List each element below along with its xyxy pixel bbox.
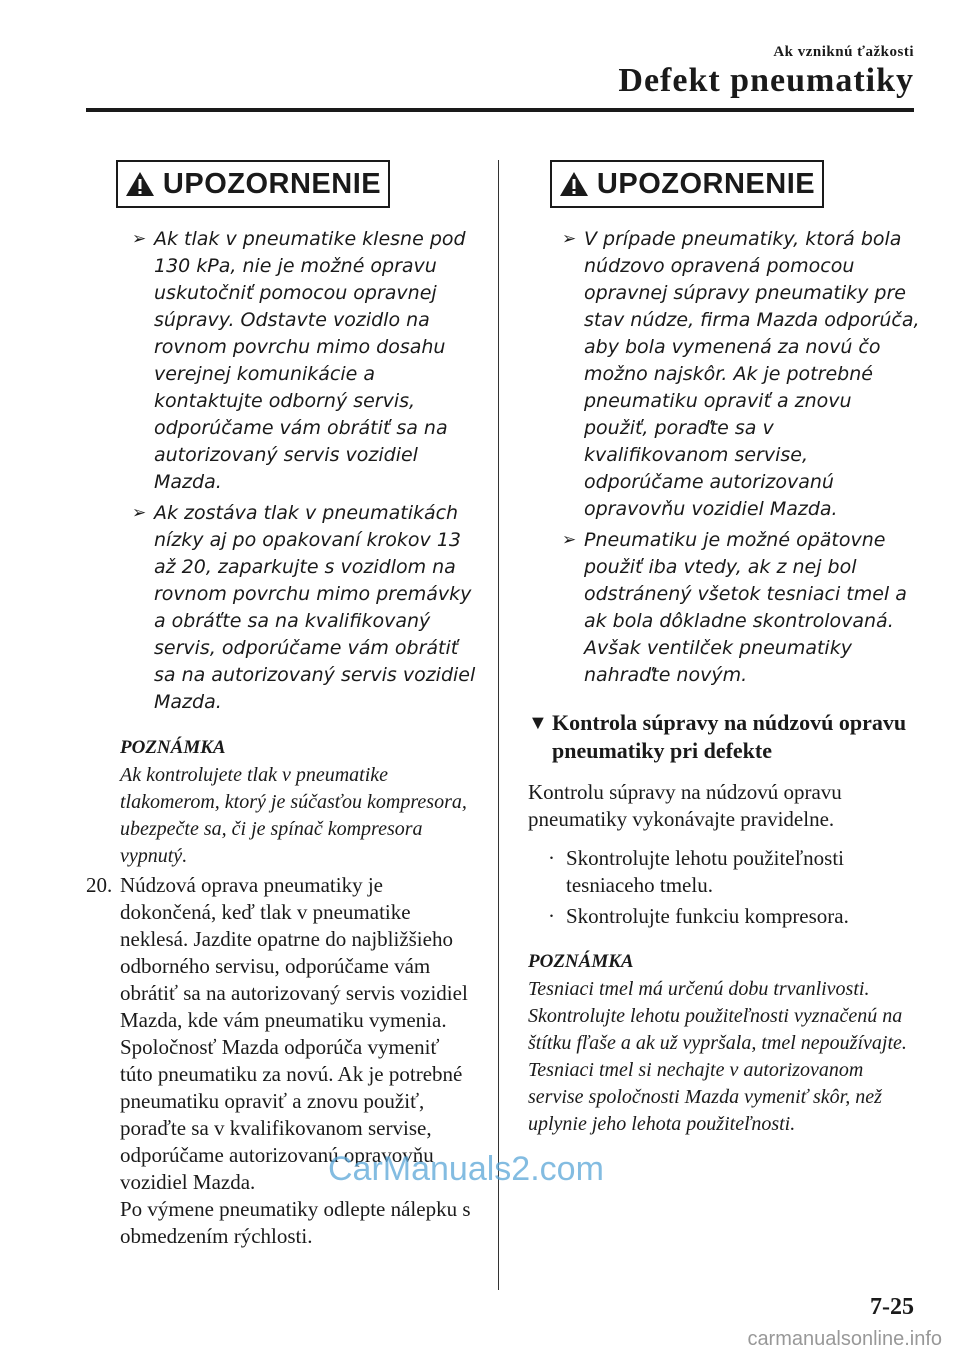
warning-label: UPOZORNENIE (162, 167, 382, 200)
warning-item: ➢ Pneumatiku je možné opätovne použiť iba vtedy, ak z nej bol odstránený všetok tesniaci tmel a ak bola dôkladne skontrolovaná. Avšak ventilček pneumatiky nahraďte novým. (562, 529, 907, 686)
arrow-bullet-icon: ➢ (132, 229, 147, 249)
note-right (528, 948, 920, 1138)
step-text-2: Po výmene pneumatiky odlepte nálepku s obmedzením rýchlosti. (120, 1197, 471, 1248)
header-section: Ak vzniknú ťažkosti (773, 44, 914, 60)
step-number: 20. (86, 873, 113, 897)
page-title: Defekt pneumatiky (618, 62, 914, 99)
note-body: Tesniaci tmel má určenú dobu trvanlivosti. Skontrolujte lehotu použiteľnosti vyznačenú na štítku fľaše a ak už vypršala, tmel nepoužívajte. Tesniaci tmel si nechajte v autorizovanom servise spoločnosti Mazda vymeniť skôr, než uplynie jeho lehota použiteľnosti. (528, 978, 907, 1135)
note-body: Ak kontrolujete tlak v pneumatike tlakomerom, ktorý je súčasťou kompresora, ubezpečte sa, či je spínač kompresora vypnutý. (120, 764, 467, 867)
step-text: Núdzová oprava pneumatiky je dokončená, keď tlak v pneumatike neklesá. Jazdite opatrne do najbližšieho odborného servisu, odporúčame vám obrátiť sa na autorizovaný servis vozidiel Mazda, kde vám pneumatiku vymenia. Spoločnosť Mazda odporúča vymeniť túto pneumatiku za novú. Ak je potrebné pneumatiku opraviť a znovu použiť, poraďte sa v kvalifikovanom servise, odporúčame autorizovanú opravovňu vozidiel Mazda. (120, 873, 468, 1194)
column-divider (498, 160, 499, 1290)
check-list (528, 845, 920, 930)
step-20 (86, 872, 476, 1250)
watermark: CarManuals2.com (328, 1150, 604, 1188)
warning-item: ➢ Ak tlak v pneumatike klesne pod 130 kPa, nie je možné opravu uskutočniť pomocou opravnej súpravy. Odstavte vozidlo na rovnom povrchu mimo dosahu verejnej komunikácie a kontaktujte odborný servis, odporúčame vám obrátiť sa na autorizovaný servis vozidiel Mazda. (132, 228, 466, 493)
section-heading: ▼ Kontrola súpravy na núdzovú opravu pneumatiky pri defekte (528, 710, 907, 763)
warning-item: ➢ Ak zostáva tlak v pneumatikách nízky aj po opakovaní krokov 13 až 20, zaparkujte s vozidlom na rovnom povrchu mimo premávky a obráťte sa na kvalifikovaný servis, odporúčame vám obrátiť sa na autorizovaný servis vozidiel Mazda. (132, 502, 476, 713)
warning-item: ➢ V prípade pneumatiky, ktorá bola núdzovo opravená pomocou opravnej súpravy pneumatiky pre stav núdze, firma Mazda odporúča, aby bola vymenená za novú čo možno najskôr. Ak je potrebné pneumatiku opraviť a znovu použiť, poraďte sa v kvalifikovanom servise, odporúčame autorizovanú opravovňu vozidiel Mazda. (562, 228, 920, 520)
bullet-dot-icon: · (548, 846, 555, 870)
bullet-dot-icon: · (548, 904, 555, 928)
note-left (86, 734, 476, 870)
list-item: · Skontrolujte funkciu kompresora. (548, 904, 849, 928)
list-item: · Skontrolujte lehotu použiteľnosti tesniaceho tmelu. (548, 846, 845, 897)
warning-box-left (116, 160, 390, 208)
warning-list-left (86, 226, 476, 716)
note-title: POZNÁMKA (120, 737, 226, 758)
warning-box-right (550, 160, 824, 208)
arrow-bullet-icon: ➢ (562, 530, 577, 550)
intro-paragraph: Kontrolu súpravy na núdzovú opravu pneumatiky vykonávajte pravidelne. (528, 780, 842, 831)
warning-triangle-icon (125, 171, 155, 197)
page-number: 7-25 (870, 1294, 914, 1320)
warning-triangle-icon (559, 171, 589, 197)
arrow-bullet-icon: ➢ (132, 503, 147, 523)
header-rule (86, 108, 914, 112)
arrow-bullet-icon: ➢ (562, 229, 577, 249)
left-column (86, 160, 476, 1250)
warning-label: UPOZORNENIE (596, 167, 816, 200)
triangle-down-icon: ▼ (528, 712, 548, 734)
footer-watermark: carmanualsonline.info (747, 1328, 942, 1350)
note-title: POZNÁMKA (528, 951, 634, 972)
warning-list-right (528, 226, 920, 689)
right-column (528, 160, 920, 1138)
